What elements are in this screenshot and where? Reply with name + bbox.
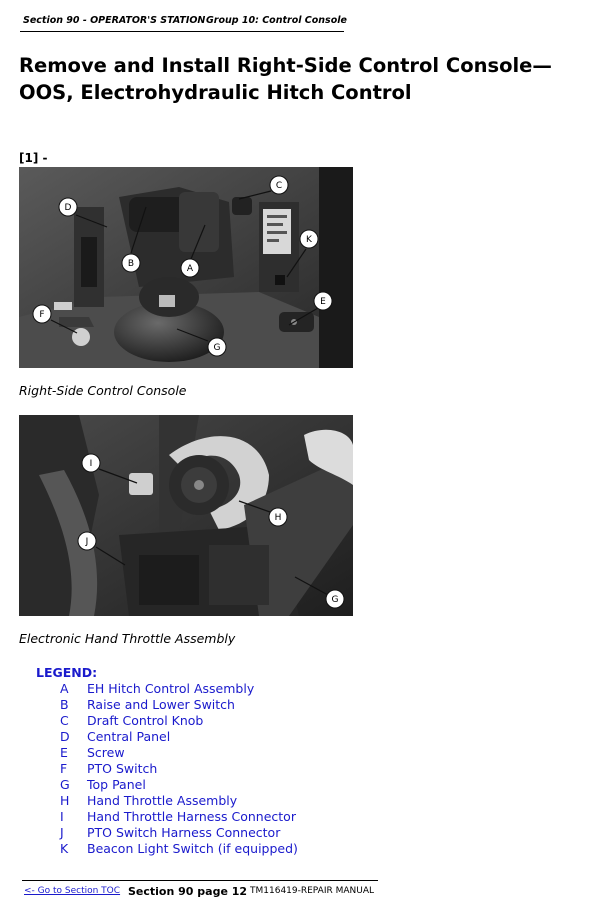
- legend-key: K: [60, 841, 69, 856]
- legend-key: D: [60, 729, 70, 744]
- legend-label: Hand Throttle Assembly: [87, 793, 238, 808]
- legend-key: B: [60, 697, 69, 712]
- header-section: Section 90 - OPERATOR'S STATION: [23, 15, 206, 26]
- svg-text:C: C: [275, 181, 283, 191]
- legend-label: Raise and Lower Switch: [87, 697, 235, 712]
- legend-label: Central Panel: [87, 729, 171, 744]
- legend-key: J: [60, 825, 64, 840]
- section-toc-link[interactable]: <- Go to Section TOC: [24, 886, 121, 896]
- header-group: Group 10: Control Console: [206, 15, 347, 26]
- caption-throttle: Electronic Hand Throttle Assembly: [19, 631, 236, 646]
- svg-text:A: A: [186, 264, 194, 274]
- svg-text:D: D: [64, 203, 72, 213]
- throttle-photo: [19, 415, 353, 616]
- callout-c: [270, 176, 288, 194]
- legend-key: C: [60, 713, 69, 728]
- legend-key: A: [60, 681, 69, 696]
- callout-g2: [326, 590, 344, 608]
- svg-text:H: H: [274, 513, 282, 523]
- callout-d: [59, 198, 77, 216]
- callout-j: [78, 532, 96, 550]
- legend-label: Beacon Light Switch (if equipped): [87, 841, 298, 856]
- callout-g: [208, 338, 226, 356]
- legend-label: Screw: [87, 745, 125, 760]
- svg-text:G: G: [213, 343, 221, 353]
- callout-i: [82, 454, 100, 472]
- callout-k: [300, 230, 318, 248]
- legend-label: Draft Control Knob: [87, 713, 204, 728]
- callout-a: [181, 259, 199, 277]
- console-photo: [19, 167, 353, 368]
- legend-title: LEGEND:: [36, 665, 98, 680]
- legend-key: H: [60, 793, 70, 808]
- legend-label: EH Hitch Control Assembly: [87, 681, 255, 696]
- callout-f: [33, 305, 51, 323]
- figure-number: [1] -: [19, 151, 48, 165]
- callout-h: [269, 508, 287, 526]
- legend-label: PTO Switch Harness Connector: [87, 825, 281, 840]
- page-footer: [22, 880, 378, 902]
- svg-text:B: B: [127, 259, 135, 269]
- svg-text:I: I: [89, 459, 93, 469]
- svg-text:E: E: [320, 297, 326, 307]
- legend-label: Top Panel: [87, 777, 146, 792]
- legend-key: I: [60, 809, 64, 824]
- caption-console: Right-Side Control Console: [19, 383, 187, 398]
- page-title: Remove and Install Right-Side Control Console—OOS, Electrohydraulic Hitch Control: [19, 54, 552, 104]
- page-number: Section 90 page 12: [128, 885, 248, 898]
- callout-b: [122, 254, 140, 272]
- svg-text:G: G: [331, 595, 339, 605]
- legend-label: Hand Throttle Harness Connector: [87, 809, 296, 824]
- manual-id: TM116419-REPAIR MANUAL: [250, 886, 374, 896]
- legend-key: E: [60, 745, 68, 760]
- legend-label: PTO Switch: [87, 761, 158, 776]
- page-header: [20, 12, 347, 32]
- svg-text:F: F: [39, 310, 45, 320]
- svg-text:K: K: [306, 235, 312, 245]
- legend-key: F: [60, 761, 68, 776]
- callout-e: [314, 292, 332, 310]
- legend-key: G: [60, 777, 70, 792]
- svg-text:J: J: [85, 537, 89, 547]
